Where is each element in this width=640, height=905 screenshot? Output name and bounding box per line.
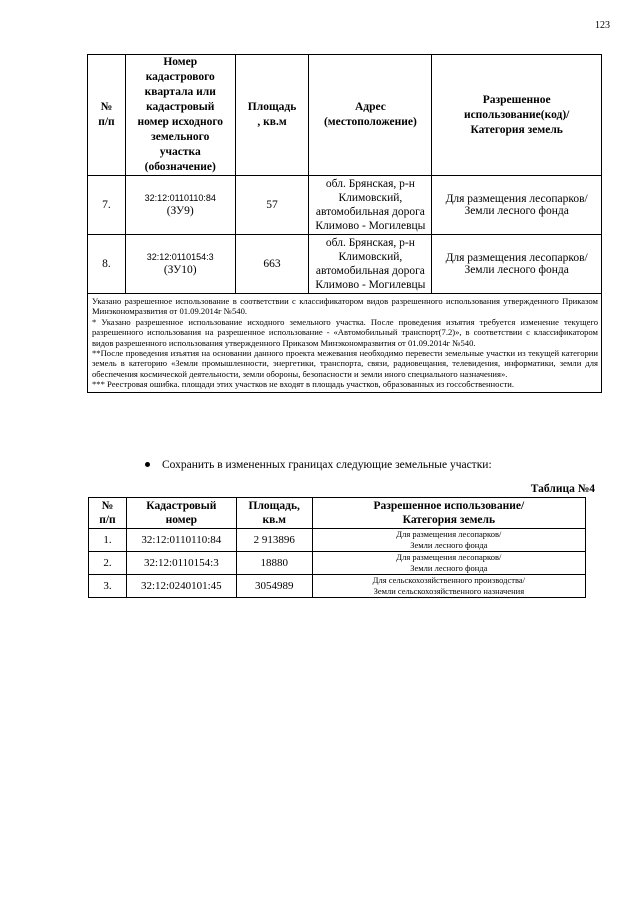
table-header-row <box>89 498 586 529</box>
note-2: * Указано разрешенное использование исходного земельного участка. После проведения изъятия требуется изменение текущего разрешенного использования на разрешенное использование - «Автомобильный транспорт(7.2)», в соответствии с классификатором видов разрешенного использования утвержденного Приказом Минэкономразвития от 01.09.2014г №540. <box>92 316 598 348</box>
row-cadastral <box>125 235 235 294</box>
header-area: Площадь, кв.м <box>236 498 312 529</box>
bullet-icon <box>145 462 150 467</box>
note-3: **После проведения изъятия на основании данного проекта межевания необходимо перевести земельные участки из текущей категории земель в категорию «Земли промышленности, энергетики, транспорта, связи, радиовещания, телевидения, информатики, земли для обеспечения космической деятельности, земли обороны, безопасности и земли иного специального назначения». <box>92 348 598 379</box>
header-area: Площадь , кв.м <box>235 55 309 176</box>
page-number: 123 <box>595 20 610 31</box>
retained-plots-table <box>88 497 586 598</box>
header-num: № п/п <box>89 498 127 529</box>
table-row <box>89 529 586 552</box>
header-num: № п/п <box>88 55 126 176</box>
table-row <box>88 235 602 294</box>
table-row <box>89 552 586 575</box>
header-cadastral-number: Кадастровый номер <box>126 498 236 529</box>
row-permitted-use: Для размещения лесопарков/ Земли лесного фонда <box>432 235 602 294</box>
cadastral-code: 32:12:0110110:84 <box>144 193 216 203</box>
row-permitted-use: Для размещения лесопарков/ Земли лесного фонда <box>432 176 602 235</box>
header-cadastral-number: Номер кадастрового квартала или кадастровый номер исходного земельного участка (обозначение) <box>125 55 235 176</box>
row-cadastral: 32:12:0110110:84 <box>126 529 236 552</box>
row-permitted-use: Для размещения лесопарков/ Земли лесного фонда <box>312 552 585 575</box>
table-notes <box>88 294 602 393</box>
row-address: обл. Брянская, р-н Климовский, автомобильная дорога Климово - Могилевцы <box>309 235 432 294</box>
row-cadastral <box>125 176 235 235</box>
row-permitted-use: Для сельскохозяйственного производства/ Земли сельскохозяйственного назначения <box>312 575 585 598</box>
plot-label: (ЗУ9) <box>166 205 194 217</box>
row-cadastral: 32:12:0110154:3 <box>126 552 236 575</box>
header-permitted-use: Разрешенное использование(код)/ Категория земель <box>432 55 602 176</box>
table-row <box>88 176 602 235</box>
row-cadastral: 32:12:0240101:45 <box>126 575 236 598</box>
row-num: 1. <box>89 529 127 552</box>
notes-row <box>88 294 602 393</box>
bullet-text: Сохранить в измененных границах следующие земельные участки: <box>162 459 492 471</box>
cadastral-code: 32:12:0110154:3 <box>146 252 214 262</box>
row-address: обл. Брянская, р-н Климовский, автомобильная дорога Климово - Могилевцы <box>309 176 432 235</box>
row-area: 18880 <box>236 552 312 575</box>
row-area: 2 913896 <box>236 529 312 552</box>
row-num: 2. <box>89 552 127 575</box>
note-4: *** Реестровая ошибка. площади этих участков не входят в площадь участков, образованных из госсобственности. <box>92 379 514 390</box>
row-num: 3. <box>89 575 127 598</box>
plot-label: (ЗУ10) <box>163 264 197 276</box>
row-area: 57 <box>235 176 309 235</box>
row-num: 8. <box>88 235 126 294</box>
row-permitted-use: Для размещения лесопарков/ Земли лесного фонда <box>312 529 585 552</box>
land-plots-table <box>87 54 602 393</box>
row-num: 7. <box>88 176 126 235</box>
bullet-item <box>145 459 492 471</box>
table-row <box>89 575 586 598</box>
header-address: Адрес (местоположение) <box>309 55 432 176</box>
row-area: 3054989 <box>236 575 312 598</box>
table-header-row <box>88 55 602 176</box>
row-area: 663 <box>235 235 309 294</box>
header-permitted-use: Разрешенное использование/ Категория земель <box>312 498 585 529</box>
note-1: Указано разрешенное использование в соответствии с классификатором видов разрешенного использования утвержденного Приказом Минэкономразвития от 01.09.2014г №540. <box>92 296 598 317</box>
table4-title: Таблица №4 <box>530 483 595 495</box>
